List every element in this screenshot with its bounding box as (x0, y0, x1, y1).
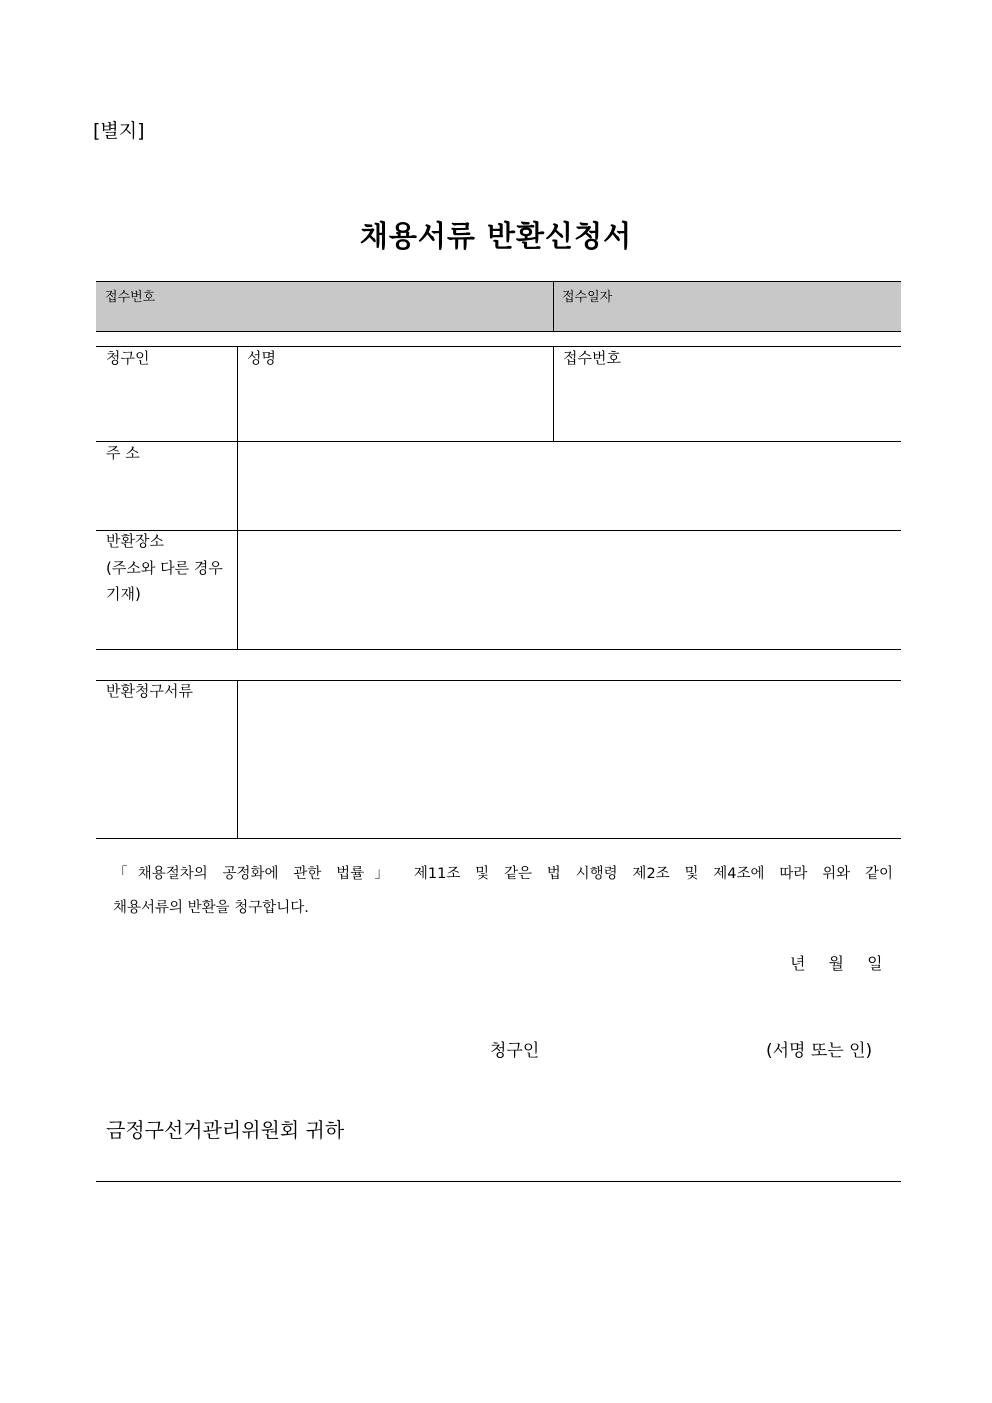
claimant-bottom-border (96, 649, 901, 650)
name-label: 성명 (247, 349, 276, 367)
return-documents-label: 반환청구서류 (106, 682, 193, 700)
statement-line-1: 「채용절차의 공정화에 관한 법률」 제11조 및 같은 법 시행령 제2조 및 제4조에 따라 위와 같이 (113, 866, 893, 882)
documents-column-divider (237, 680, 238, 838)
footer-rule (96, 1181, 901, 1182)
annex-label: [별지] (93, 120, 145, 142)
statement-line-2: 채용서류의 반환을 청구합니다. (113, 900, 309, 916)
claimant-row-border (96, 441, 901, 442)
claimant-top-border (96, 346, 901, 347)
receipt-date-label: 접수일자 (562, 290, 613, 305)
claimant-label-column-divider (237, 346, 238, 649)
signature-note: (서명 또는 인) (766, 1041, 873, 1061)
documents-bottom-border (96, 838, 901, 839)
form-title: 채용서류 반환신청서 (359, 219, 633, 253)
header-divider (553, 282, 554, 331)
date-line: 년 월 일 (790, 954, 883, 973)
claimant-label: 청구인 (106, 349, 150, 367)
documents-top-border (96, 680, 901, 681)
return-place-note-cont: 기재) (106, 585, 141, 603)
return-place-note: (주소와 다른 경우 (106, 559, 223, 577)
id-number-label: 접수번호 (563, 349, 621, 367)
request-statement (113, 857, 893, 925)
signature-claimant-label: 청구인 (490, 1041, 540, 1061)
address-row-border (96, 530, 901, 531)
address-label: 주 소 (106, 444, 140, 462)
receipt-number-label: 접수번호 (105, 290, 156, 305)
name-id-divider (553, 346, 554, 441)
office-use-header (96, 281, 901, 332)
recipient: 금정구선거관리위원회 귀하 (106, 1118, 345, 1142)
return-place-label: 반환장소 (106, 532, 164, 550)
